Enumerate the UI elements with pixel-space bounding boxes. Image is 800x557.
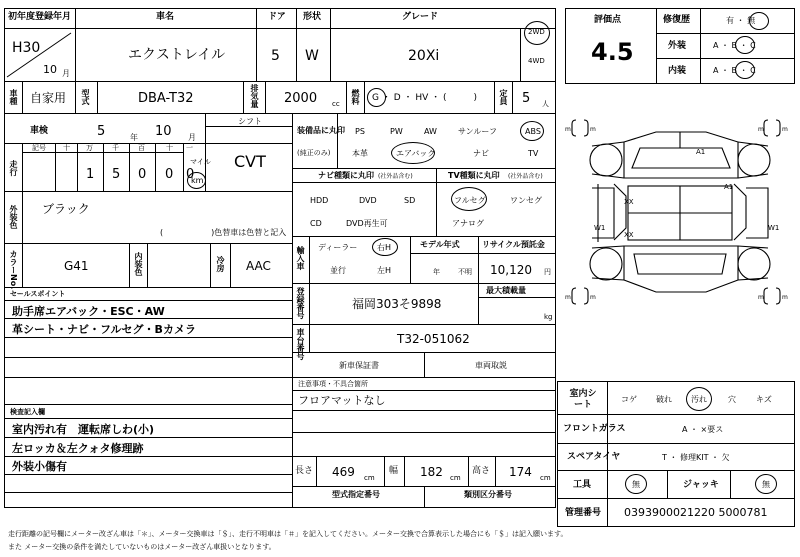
car-damage-diagram [562,112,798,314]
tv-analog: アナログ [452,219,484,228]
ac-label: 冷房 [216,256,225,272]
import-parallel: 並行 [330,266,346,275]
footnote-line1: 走行距離の記号欄にメーター改ざん車は「＊」、メーター交換車は「＄」、走行不明車は「＃」を記入してください。メーター交換で合算表示した場合にも「＄」は記入願います。 [8,530,568,538]
import-left-h: 左H [377,266,392,275]
tv-oneseg: ワンセグ [510,196,542,205]
km-unit: km [191,176,204,185]
diagram-mark: XX [624,198,634,206]
shift-value: CVT [234,152,266,171]
capacity: 5 [522,91,531,106]
recycle-value: 10,120 [490,263,532,277]
fuel-label: 燃料 [351,89,360,105]
equipment-airbag: エアバック [396,149,436,158]
door-label: ドア [268,12,286,22]
grade-label: グレード [402,12,439,22]
first-reg-month: 10 [43,63,57,76]
model-code: DBA-T32 [138,91,194,106]
seat-dirt: 汚れ [691,395,707,404]
tv-fullseg: フルセグ [454,196,486,205]
model-label: 型式 [81,89,90,105]
length-unit: cm [364,474,375,482]
load-label: 最大積載量 [486,286,526,295]
score-label: 評価点 [594,15,622,25]
inspection-year-unit: 年 [130,133,138,142]
equipment-abs: ABS [525,127,541,136]
sales-point-line: 助手席エアバック・ESC・AW [12,305,165,318]
shape-label: 形状 [303,12,322,22]
import-right-h: 右H [377,243,392,252]
car-name: エクストレイル [128,47,226,63]
mileage-h-hyaku: 百 [138,144,145,152]
inspection-month-unit: 月 [188,133,196,142]
svg-text:m: m [758,294,764,301]
svg-text:m: m [782,126,788,133]
tools-value: 無 [632,480,640,489]
diagram-mark: XX [624,231,634,239]
equipment-tv: TV [528,149,539,158]
height-label: 高さ [472,466,491,476]
interior-grade: A ・ B ・ C [713,66,756,75]
width-unit: cm [450,474,461,482]
model-year-label: モデル年式 [420,240,460,249]
equipment-sub: (純正のみ) [297,149,331,157]
color-no: G41 [64,259,89,273]
windshield-label: フロントガラス [563,424,626,434]
mileage-h-ichi: 一 [186,144,193,152]
mileage-h-code: 記号 [32,144,46,152]
vehicle-kind: 自家用 [30,91,67,105]
load-unit: kg [544,313,553,321]
mileage-digit: 0 [186,167,195,182]
svg-text:m: m [590,294,596,301]
model-designation-label: 型式指定番号 [332,490,380,499]
jack-value: 無 [762,480,770,489]
cc-unit: cc [332,100,340,108]
repair-history: 有 ・ 無 [726,16,756,25]
registration-number: 福岡303そ9898 [352,297,442,311]
navi-hdd: HDD [310,196,329,205]
equipment-pw: PW [390,127,403,136]
model-year-unit: 年 [433,268,440,276]
mileage-digit: 0 [165,167,174,182]
exterior-grade: A ・ B ・ C [713,41,756,50]
spare-tire-label: スペアタイヤ [567,452,621,462]
capacity-unit: 人 [542,100,549,108]
navi-sd: SD [404,196,416,205]
seat-hole: 穴 [728,395,736,404]
body-shape: W [305,48,319,64]
navi-sub: (社外品含む) [378,173,413,180]
interior-grade-label: 内装 [668,66,687,76]
width-label: 幅 [389,466,399,476]
equipment-sunroof: サンルーフ [458,127,497,136]
category-label: 類別区分番号 [464,490,512,499]
fuel-options: G ・ D ・ HV ・ ( ) [372,93,478,103]
width-value: 182 [420,465,443,479]
recycle-yen: 円 [544,268,551,276]
diagram-mark: A1 [724,183,734,191]
spare-tire-value: T ・ 修理KIT ・ 欠 [662,453,730,462]
import-dealer: ディーラー [318,243,358,252]
navi-dvd: DVD [359,196,377,205]
mile-unit: マイル [190,158,211,166]
color-no-label: カラーNo. [9,250,18,290]
capacity-label: 定員 [499,89,508,105]
jack-label: ジャッキ [683,480,719,490]
length-value: 469 [332,465,355,479]
mileage-digit: 5 [112,167,121,182]
diagram-mark: W1 [594,224,606,232]
svg-text:m: m [565,126,571,133]
drive-4wd: 4WD [528,57,545,65]
import-label: 輸入車 [296,246,305,270]
sales-point-label: セールスポイント [10,290,66,298]
svg-text:m: m [590,126,596,133]
exterior-color: ブラック [42,202,90,216]
seat-burn: コゲ [621,395,637,404]
interior-seat-label: 室内シート [569,389,597,410]
equipment-aw: AW [424,127,437,136]
height-unit: cm [540,474,551,482]
windshield-value: A ・ ×要ス [682,425,724,434]
grade: 20Xi [408,48,440,64]
kind-label: 車種 [9,89,18,105]
tools-label: 工具 [573,480,592,490]
inspection-year: 5 [97,124,106,139]
month-unit: 月 [62,69,70,78]
interior-color-label: 内装色 [134,252,143,276]
first-reg-year: H30 [12,40,41,56]
ac-value: AAC [246,259,271,273]
equipment-ps: PS [355,127,365,136]
mileage-label: 走行 [9,160,18,176]
navi-label: ナビ種類に丸印 [318,171,374,180]
inspection-month: 10 [155,124,172,139]
displacement-label: 排気量 [250,84,259,108]
shift-label: シフト [238,117,262,126]
inspector-label: 検査記入欄 [10,408,45,416]
displacement: 2000 [284,91,318,106]
name-label: 車名 [156,12,175,22]
repair-history-label: 修復歴 [663,15,691,25]
equipment-label: 装備品に丸印 [297,126,345,135]
chassis-number: T32-051062 [397,332,470,346]
chassis-label: 車台番号 [296,328,305,360]
tv-sub: (社外品含む) [508,173,543,180]
equipment-navi: ナビ [473,149,489,158]
navi-cd: CD [310,219,322,228]
recycle-label: リサイクル預託金 [482,240,545,249]
drive-2wd: 2WD [528,28,545,36]
diagram-mark: A1 [696,148,706,156]
model-year-unknown: 不明 [458,268,472,276]
equipment-leather: 本革 [352,149,368,158]
svg-text:m: m [758,126,764,133]
mileage-digit: 1 [86,167,95,182]
mileage-h-10: 十 [63,144,70,152]
tv-label: TV種類に丸印 [448,171,500,180]
seat-scratch: キズ [756,395,772,404]
exterior-color-label: 外装色 [9,205,18,229]
seat-tear: 破れ [656,395,672,404]
diagram-mark: W1 [768,224,780,232]
svg-text:m: m [782,294,788,301]
vehicle-manual: 車両取説 [475,361,507,370]
inspection-label: 車検 [30,126,49,136]
height-value: 174 [509,465,532,479]
first-reg-label: 初年度登録年月 [8,12,72,22]
score-value: 4.5 [591,38,634,66]
notes-value: フロアマットなし [298,394,386,407]
length-label: 長さ [295,466,314,476]
inspector-line: 室内汚れ有 運転席しわ(小) [12,423,155,436]
mgmt-number: 0393900021220 5000781 [624,506,768,519]
color-change-note: ( )色替車は色替と記入 [160,228,287,237]
mgmt-label: 管理番号 [565,508,602,518]
exterior-grade-label: 外装 [668,41,687,51]
sales-point-line: 革シート・ナビ・フルセグ・Bカメラ [12,323,196,336]
mileage-h-ju: 十 [166,144,173,152]
inspector-line: 外装小傷有 [12,460,67,473]
footnote-line2: また メーター交換の条件を満たしていないものはメーター改ざん車扱いとなります。 [8,543,276,551]
new-car-warranty: 新車保証書 [339,361,379,370]
inspector-line: 左ロッカ＆左クォタ修理跡 [12,442,144,455]
mileage-h-man: 万 [86,144,93,152]
registration-label: 登録番号 [296,287,305,319]
door-count: 5 [271,48,280,64]
mileage-digit: 0 [138,167,147,182]
navi-dvd-play: DVD再生可 [346,219,388,228]
svg-text:m: m [565,294,571,301]
mileage-h-sen: 千 [112,144,119,152]
notes-label: 注意事項・不具合箇所 [298,380,368,388]
